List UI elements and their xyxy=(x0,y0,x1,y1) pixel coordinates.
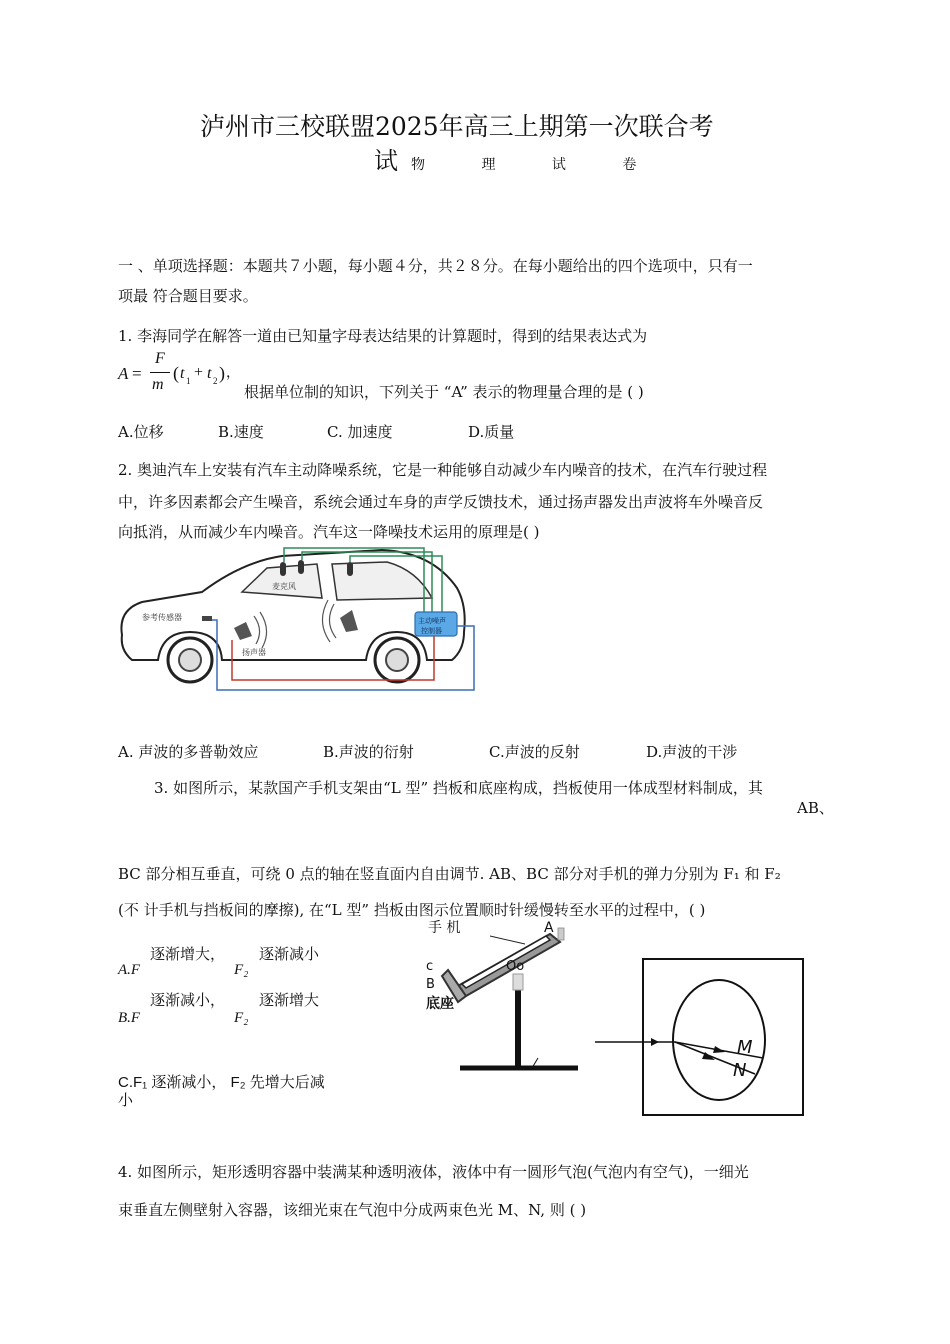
q1-option-d: D.质量 xyxy=(468,423,515,441)
phone-stand-diagram xyxy=(420,912,600,1074)
container-rect xyxy=(643,959,803,1115)
formula-plus: + xyxy=(194,364,204,381)
hub-rear xyxy=(386,649,408,671)
speaker-right-icon xyxy=(340,610,358,632)
sound-wave-icon xyxy=(329,604,336,638)
formula-sub2: 2 xyxy=(213,376,218,386)
stand-joint xyxy=(513,974,523,990)
phone-label-leader xyxy=(490,936,525,944)
label-B: B xyxy=(426,977,435,992)
ray-arrow-icon xyxy=(651,1038,659,1046)
label-N: N xyxy=(733,1060,747,1081)
formula-t2: t xyxy=(207,365,212,382)
controller-label-2: 控制器 xyxy=(421,627,442,635)
mic-3 xyxy=(347,562,353,576)
formula-equals: = xyxy=(132,364,142,383)
bubble-optics-diagram xyxy=(595,956,815,1118)
q1-stem-cont: 根据单位制的知识，下列关于 “A” 表示的物理量合理的是 ( ) xyxy=(244,383,644,401)
speaker-label: 扬声器 xyxy=(242,648,266,657)
mic-1 xyxy=(280,562,286,576)
formula-paren-close: ) xyxy=(219,363,225,383)
phone-label: 手 机 xyxy=(428,920,461,936)
label-c: c xyxy=(426,959,434,974)
q2-option-a: A. 声波的多普勒效应 xyxy=(118,743,259,761)
page-title: 泸州市三校联盟2025年高三上期第一次联合考 xyxy=(200,112,714,141)
mic-label: 麦克风 xyxy=(272,582,296,591)
q1-stem: 1. 李海同学在解答一道由已知量字母表达结果的计算题时，得到的结果表达式为 xyxy=(118,327,648,345)
q2-line2: 中，许多因素都会产生噪音，系统会通过车身的声学反馈技术，通过扬声器发出声波将车外噪音反 xyxy=(118,493,764,511)
q2-option-b: B.声波的衍射 xyxy=(323,743,414,761)
formula-denominator: m xyxy=(152,376,164,393)
section-intro-line2: 项最 符合题目要求。 xyxy=(118,287,258,305)
q3-optB-letter: B.F xyxy=(118,1010,141,1026)
label-M: M xyxy=(737,1037,753,1058)
formula-fraction-bar xyxy=(150,372,170,373)
q1-option-a: A.位移 xyxy=(118,423,164,441)
q3-optB-desc2: 逐渐增大 xyxy=(259,991,320,1009)
q3-line1: 3. 如图所示，某款国产手机支架由“L 型” 挡板和底座构成，挡板使用一体成型材料制成，其 xyxy=(154,779,763,797)
phone-top-edge xyxy=(558,928,564,940)
q3-optC-text: C.F₁ 逐渐减小， F₂ 先增大后减 xyxy=(118,1074,325,1091)
formula-comma: ， xyxy=(226,366,240,381)
q3-line2: BC 部分相互垂直，可绕 0 点的轴在竖直面内自由调节. AB、BC 部分对手机的弹力分别为 F₁ 和 F₂ xyxy=(118,865,781,883)
label-O: Oo xyxy=(506,959,525,974)
formula-sub1: 1 xyxy=(186,376,191,386)
sound-wave-icon xyxy=(260,612,267,648)
formula-paren-open: ( xyxy=(173,363,179,383)
q3-optC-cont: 小 xyxy=(118,1092,134,1109)
q3-optA-desc2: 逐渐减小 xyxy=(259,945,320,963)
q2-option-d: D.声波的干涉 xyxy=(646,743,738,761)
formula-lhs: A xyxy=(118,364,129,383)
car-noise-diagram xyxy=(112,540,492,700)
ref-sensor xyxy=(202,616,212,621)
q2-line3: 向抵消，从而减少车内噪音。汽车这一降噪技术运用的原理是( ) xyxy=(118,523,540,541)
q3-optA-desc1: 逐渐增大， xyxy=(150,945,226,963)
q1-formula xyxy=(118,352,248,402)
page-title-continued: 试 xyxy=(374,147,398,175)
ray-M-arrow-icon xyxy=(713,1046,725,1053)
q3-optA-f2: F₂ xyxy=(234,962,249,978)
hub-front xyxy=(179,649,201,671)
formula-t1: t xyxy=(180,365,185,382)
controller-label-1: 主动噪声 xyxy=(418,617,446,625)
section-intro-line1: 一 、单项选择题：本题共７小题，每小题４分，共２８分。在每小题给出的四个选项中，只有一 xyxy=(118,257,753,275)
q1-option-b: B.速度 xyxy=(218,423,264,441)
q3-line3: (不 计手机与挡板间的摩擦), 在“L 型” 挡板由图示位置顺时针缓慢转至水平的过程中，( ) xyxy=(118,901,706,919)
q2-line1: 2. 奥迪汽车上安装有汽车主动降噪系统，它是一种能够自动减少车内噪音的技术，在汽车行驶过程 xyxy=(118,461,768,479)
q4-line1: 4. 如图所示，矩形透明容器中装满某种透明液体，液体中有一圆形气泡(气泡内有空气)，一细光 xyxy=(118,1163,749,1181)
q3-optA-letter: A.F xyxy=(118,962,141,978)
q3-line1-end: AB、 xyxy=(797,799,834,817)
sound-wave-icon xyxy=(254,616,260,644)
mic-2 xyxy=(298,560,304,574)
speaker-left-icon xyxy=(234,622,252,640)
ref-sensor-label: 参考传感器 xyxy=(142,613,182,622)
q4-line2: 束垂直左侧壁射入容器，该细光束在气泡中分成两束色光 M、N, 则 ( ) xyxy=(118,1201,587,1219)
q3-optB-f2: F₂ xyxy=(234,1010,249,1026)
base-label: 底座 xyxy=(426,996,454,1012)
page-subtitle: 物 理 试 卷 xyxy=(411,157,663,173)
q3-optB-desc1: 逐渐减小， xyxy=(150,991,226,1009)
formula-numerator: F xyxy=(155,350,165,367)
q2-option-c: C.声波的反射 xyxy=(489,743,580,761)
q1-option-c: C. 加速度 xyxy=(327,423,393,441)
label-A: A xyxy=(544,920,554,936)
